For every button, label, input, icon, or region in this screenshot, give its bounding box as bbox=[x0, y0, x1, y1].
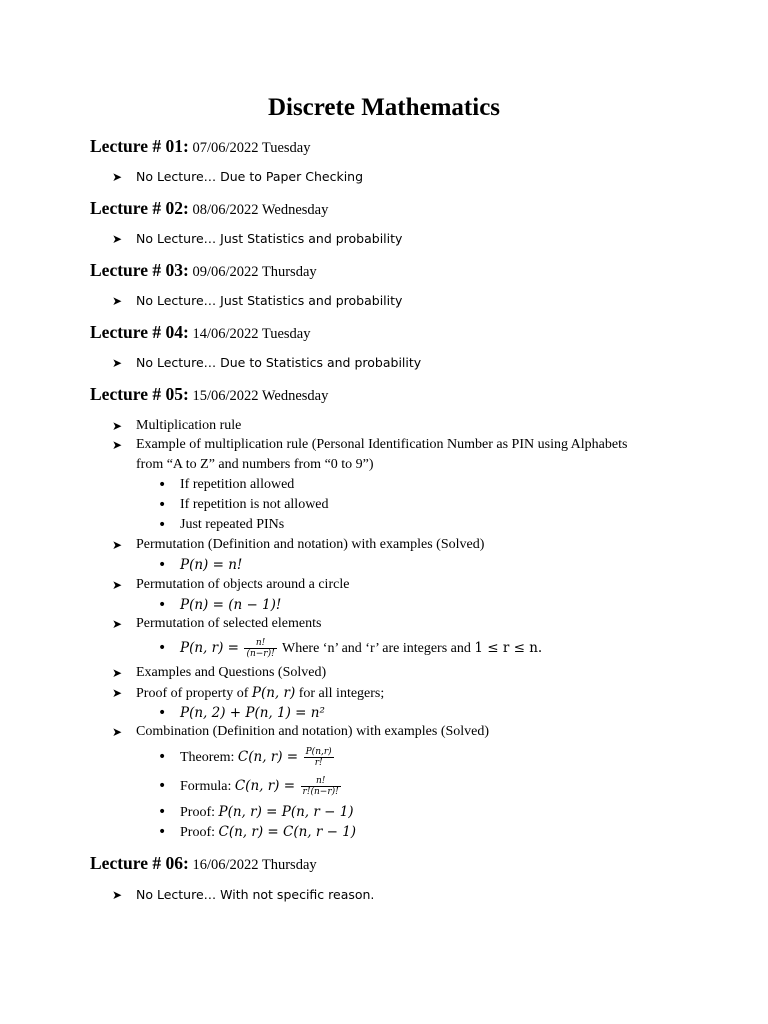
proof-line-2 bbox=[180, 822, 356, 843]
examples-item: Examples and Questions (Solved) bbox=[136, 665, 327, 680]
lecture-03-heading bbox=[90, 260, 317, 282]
arrow-bullet-icon: ➤ bbox=[112, 686, 123, 700]
arrow-bullet-icon: ➤ bbox=[112, 666, 123, 680]
fraction-denominator: r! bbox=[314, 758, 323, 769]
lecture-name: Lecture # 05: bbox=[90, 384, 189, 404]
lecture-date: 15/06/2022 Wednesday bbox=[192, 388, 329, 404]
fraction bbox=[244, 638, 276, 659]
fraction-numerator: P(n,r) bbox=[305, 747, 332, 758]
lecture-note: No Lecture… Due to Statistics and probability bbox=[136, 355, 422, 370]
arrow-bullet-icon: ➤ bbox=[112, 578, 123, 592]
proof-property-item bbox=[136, 683, 384, 704]
lecture-date: 16/06/2022 Thursday bbox=[192, 857, 317, 873]
dot-bullet-icon: • bbox=[158, 824, 167, 840]
dot-bullet-icon: • bbox=[158, 749, 167, 765]
arrow-bullet-icon: ➤ bbox=[112, 419, 123, 433]
sub-item-repeated-pins: Just repeated PINs bbox=[180, 517, 285, 532]
selected-permutation-item: Permutation of selected elements bbox=[136, 616, 322, 631]
lecture-note: No Lecture… Just Statistics and probability bbox=[136, 231, 403, 246]
lecture-date: 09/06/2022 Thursday bbox=[192, 264, 317, 280]
arrow-bullet-icon: ➤ bbox=[112, 232, 123, 246]
proof-label: Proof: bbox=[180, 825, 215, 840]
proof-property-tail: for all integers; bbox=[298, 686, 385, 701]
lecture-name: Lecture # 04: bbox=[90, 322, 189, 342]
dot-bullet-icon: • bbox=[158, 804, 167, 820]
selected-permutation-formula bbox=[180, 630, 542, 667]
arrow-bullet-icon: ➤ bbox=[112, 438, 123, 452]
formula-range: 1 ≤ r ≤ n. bbox=[474, 640, 543, 656]
fraction-denominator: r!(n−r)! bbox=[302, 787, 339, 798]
dot-bullet-icon: • bbox=[158, 517, 167, 533]
formula-lhs: P(n, r) = bbox=[180, 640, 239, 656]
sub-item-repetition-allowed: If repetition allowed bbox=[180, 477, 295, 492]
lecture-note: No Lecture… Due to Paper Checking bbox=[136, 169, 364, 184]
lecture-04-heading bbox=[90, 322, 311, 344]
dot-bullet-icon: • bbox=[158, 778, 167, 794]
lecture-name: Lecture # 06: bbox=[90, 853, 189, 873]
dot-bullet-icon: • bbox=[158, 705, 167, 721]
fraction bbox=[304, 747, 334, 768]
dot-bullet-icon: • bbox=[158, 477, 167, 493]
theorem-lhs: C(n, r) = bbox=[237, 749, 299, 765]
sub-item-repetition-not-allowed: If repetition is not allowed bbox=[180, 497, 329, 512]
page-title: Discrete Mathematics bbox=[267, 94, 501, 121]
formula-where-text: Where ‘n’ and ‘r’ are integers and bbox=[281, 641, 471, 656]
lecture-name: Lecture # 03: bbox=[90, 260, 189, 280]
proof-formula: P(n, r) = P(n, r − 1) bbox=[218, 804, 354, 820]
fraction-numerator: n! bbox=[301, 776, 341, 787]
proof-label: Proof: bbox=[180, 805, 215, 820]
permutation-formula: P(n) = n! bbox=[180, 557, 243, 573]
lecture-01-heading bbox=[90, 136, 311, 158]
example-item-line2: from “A to Z” and numbers from “0 to 9”) bbox=[136, 457, 374, 472]
lecture-02-heading bbox=[90, 198, 328, 220]
permutation-item: Permutation (Definition and notation) with examples (Solved) bbox=[136, 537, 485, 552]
proof-line-1 bbox=[180, 802, 354, 823]
circle-permutation-item: Permutation of objects around a circle bbox=[136, 577, 350, 592]
arrow-bullet-icon: ➤ bbox=[112, 356, 123, 370]
combination-item: Combination (Definition and notation) with examples (Solved) bbox=[136, 724, 490, 739]
arrow-bullet-icon: ➤ bbox=[112, 538, 123, 552]
circle-permutation-formula: P(n) = (n − 1)! bbox=[180, 597, 282, 613]
dot-bullet-icon: • bbox=[158, 557, 167, 573]
formula-line bbox=[180, 768, 343, 805]
fraction-numerator: n! bbox=[244, 638, 276, 649]
lecture-name: Lecture # 01: bbox=[90, 136, 189, 156]
dot-bullet-icon: • bbox=[158, 640, 167, 656]
formula-lhs: C(n, r) = bbox=[234, 778, 296, 794]
dot-bullet-icon: • bbox=[158, 497, 167, 513]
multiplication-rule-item: Multiplication rule bbox=[136, 418, 242, 433]
fraction-denominator: (n−r)! bbox=[246, 649, 275, 660]
lecture-date: 14/06/2022 Tuesday bbox=[192, 326, 311, 342]
proof-formula: C(n, r) = C(n, r − 1) bbox=[218, 824, 357, 840]
arrow-bullet-icon: ➤ bbox=[112, 617, 123, 631]
fraction bbox=[301, 776, 341, 797]
theorem-label: Theorem: bbox=[180, 750, 235, 765]
arrow-bullet-icon: ➤ bbox=[112, 170, 123, 184]
lecture-06-heading bbox=[90, 853, 317, 875]
arrow-bullet-icon: ➤ bbox=[112, 725, 123, 739]
lecture-05-heading bbox=[90, 384, 328, 406]
formula-label: Formula: bbox=[180, 779, 232, 794]
lecture-note: No Lecture… Just Statistics and probability bbox=[136, 293, 403, 308]
lecture-note: No Lecture… With not specific reason. bbox=[136, 887, 375, 902]
arrow-bullet-icon: ➤ bbox=[112, 294, 123, 308]
dot-bullet-icon: • bbox=[158, 597, 167, 613]
proof-property-text: Proof of property of bbox=[136, 686, 249, 701]
proof-property-math: P(n, r) bbox=[251, 685, 296, 701]
lecture-date: 08/06/2022 Wednesday bbox=[192, 202, 329, 218]
lecture-name: Lecture # 02: bbox=[90, 198, 189, 218]
arrow-bullet-icon: ➤ bbox=[112, 888, 123, 902]
lecture-date: 07/06/2022 Tuesday bbox=[192, 140, 311, 156]
proof-property-formula: P(n, 2) + P(n, 1) = n² bbox=[180, 705, 325, 721]
example-item-line1: Example of multiplication rule (Personal Identification Number as PIN using Alphabets bbox=[136, 437, 628, 452]
